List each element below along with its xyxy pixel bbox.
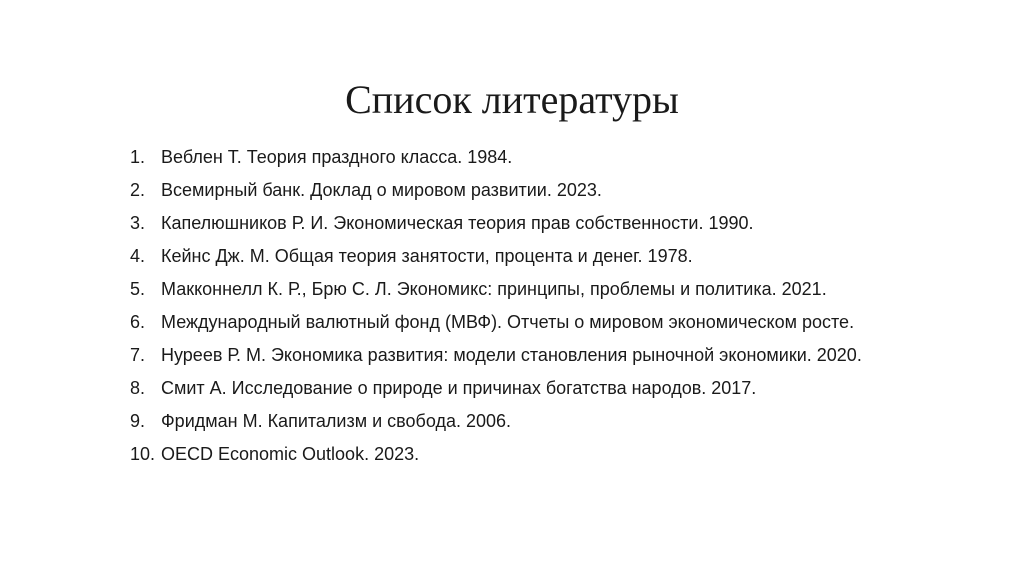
reference-text: Кейнс Дж. М. Общая теория занятости, процента и денег. 1978. xyxy=(161,246,693,266)
reference-text: OECD Economic Outlook. 2023. xyxy=(161,444,420,464)
reference-item xyxy=(130,311,910,333)
reference-number: 4. xyxy=(130,246,146,266)
reference-item xyxy=(130,278,910,300)
reference-text: Смит А. Исследование о природе и причинах богатства народов. 2017. xyxy=(161,378,757,398)
reference-item xyxy=(130,443,910,465)
reference-item xyxy=(130,146,910,168)
reference-text: Всемирный банк. Доклад о мировом развитии. 2023. xyxy=(161,180,602,200)
reference-item xyxy=(130,344,910,366)
reference-text: Нуреев Р. М. Экономика развития: модели становления рыночной экономики. 2020. xyxy=(161,345,862,365)
reference-item xyxy=(130,377,910,399)
reference-number: 10. xyxy=(130,444,156,464)
reference-text: Макконнелл К. Р., Брю С. Л. Экономикс: принципы, проблемы и политика. 2021. xyxy=(161,279,827,299)
reference-number: 1. xyxy=(130,147,146,167)
reference-number: 6. xyxy=(130,312,146,332)
reference-text: Капелюшников Р. И. Экономическая теория прав собственности. 1990. xyxy=(161,213,754,233)
reference-number: 3. xyxy=(130,213,146,233)
reference-number: 7. xyxy=(130,345,146,365)
reference-item xyxy=(130,179,910,201)
reference-text: Международный валютный фонд (МВФ). Отчеты о мировом экономическом росте. xyxy=(161,312,855,332)
reference-item xyxy=(130,410,910,432)
reference-item xyxy=(130,212,910,234)
reference-text: Фридман М. Капитализм и свобода. 2006. xyxy=(161,411,512,431)
reference-number: 2. xyxy=(130,180,146,200)
reference-number: 8. xyxy=(130,378,146,398)
reference-text: Веблен Т. Теория праздного класса. 1984. xyxy=(161,147,513,167)
reference-number: 5. xyxy=(130,279,146,299)
slide-title: Список литературы xyxy=(345,77,679,122)
reference-item xyxy=(130,245,910,267)
reference-list xyxy=(130,146,910,476)
reference-number: 9. xyxy=(130,411,146,431)
